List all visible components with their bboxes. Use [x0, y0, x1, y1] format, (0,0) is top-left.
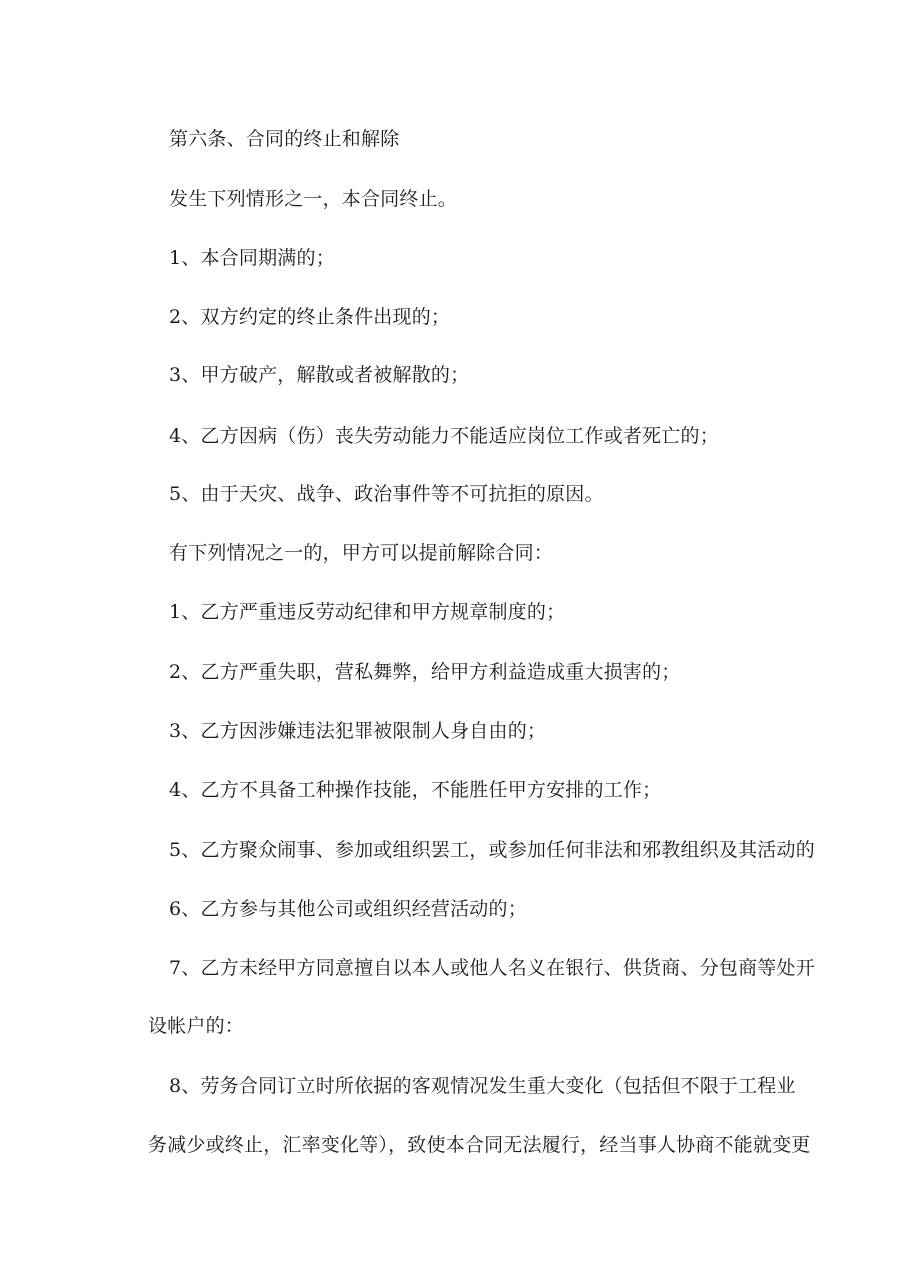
dissolution-item-8-line-2: 务减少或终止，汇率变化等），致使本合同无法履行，经当事人协商不能就变更 [148, 1134, 811, 1156]
termination-item-5: 5、由于天灾、战争、政治事件等不可抗拒的原因。 [169, 483, 604, 505]
dissolution-item-5: 5、乙方聚众闹事、参加或组织罢工，或参加任何非法和邪教组织及其活动的 [169, 839, 815, 861]
dissolution-item-7-line-2: 设帐户的： [148, 1015, 245, 1037]
dissolution-item-1: 1、乙方严重违反劳动纪律和甲方规章制度的； [169, 601, 566, 623]
dissolution-item-6: 6、乙方参与其他公司或组织经营活动的； [169, 898, 527, 920]
dissolution-item-3: 3、乙方因涉嫌违法犯罪被限制人身自由的； [169, 720, 547, 742]
dissolution-item-4: 4、乙方不具备工种操作技能，不能胜任甲方安排的工作； [169, 779, 662, 801]
dissolution-item-7-line-1: 7、乙方未经甲方同意擅自以本人或他人名义在银行、供货商、分包商等处开 [169, 957, 815, 979]
termination-item-1: 1、本合同期满的； [169, 247, 335, 269]
dissolution-item-2: 2、乙方严重失职，营私舞弊，给甲方利益造成重大损害的； [169, 661, 681, 683]
dissolution-item-8-line-1: 8、劳务合同订立时所依据的客观情况发生重大变化（包括但不限于工程业 [169, 1075, 796, 1097]
termination-intro: 发生下列情形之一，本合同终止。 [169, 188, 458, 210]
section-heading: 第六条、合同的终止和解除 [169, 128, 400, 150]
termination-item-2: 2、双方约定的终止条件出现的； [169, 306, 451, 328]
termination-item-3: 3、甲方破产，解散或者被解散的； [169, 364, 470, 386]
termination-item-4: 4、乙方因病（伤）丧失劳动能力不能适应岗位工作或者死亡的； [169, 425, 719, 447]
dissolution-intro: 有下列情况之一的，甲方可以提前解除合同： [169, 542, 554, 564]
